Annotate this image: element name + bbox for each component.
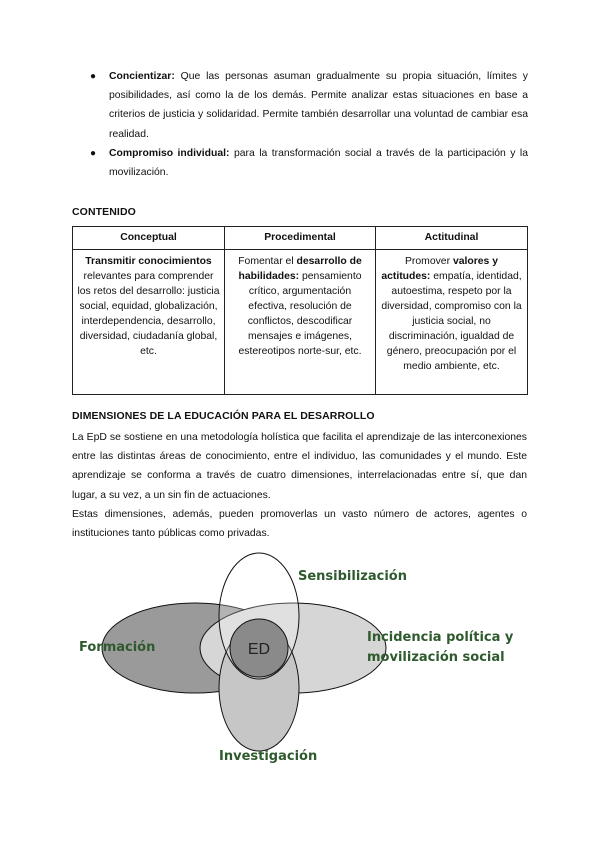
cell-conceptual [73,250,225,395]
label-sensibilizacion: Sensibilización [298,569,407,584]
cell-procedimental [225,250,376,395]
paragraph-epd: La EpD se sostiene en una metodología holística que facilita el aprendizaje de las interconexiones entre las distintas áreas de conocimiento, entre el individuo, las comunidades y el mundo. Este aprendizaje se conforma a través de cuatro dimensiones, interrelacionadas entre sí, que dan lugar, a su vez, a un sin fin de actuaciones. [72,432,527,501]
column-header-actitudinal: Actitudinal [376,227,528,250]
cell-text-post: pensamiento crítico, argumentación efectiva, resolución de conflictos, descodificar mensajes e imágenes, estereotipos norte-sur, etc. [238,271,362,357]
content-table [72,226,528,395]
paragraph-actores: Estas dimensiones, además, pueden promoverlas un vasto número de actores, agentes o instituciones tanto públicas como privadas. [72,509,527,540]
bullet-dot-icon: ● [90,147,97,159]
cell-text-post: relevantes para comprender los retos del desarrollo: justicia social, equidad, globalización, interdependencia, desarrollo, diversidad, ciudadanía global, etc. [77,271,220,357]
bullet-text: Que las personas asuman gradualmente su propia situación, límites y posibilidades, así como la de los demás. Permite analizar estas situaciones en base a criterios de justicia y solidaridad. Permite también desarrollar una voluntad de cambiar esa realidad. [109,71,528,140]
bullet-list [88,67,528,182]
section-heading-contenido: CONTENIDO [72,206,136,218]
venn-diagram [60,548,530,768]
label-incidencia-line2: movilización social [367,650,505,665]
cell-text-bold: desarrollo de habilidades: [238,256,362,282]
column-header-conceptual: Conceptual [73,227,225,250]
table-header-row [73,227,528,250]
cell-text-bold: Transmitir conocimientos [85,256,212,267]
table-row [73,250,528,395]
section-heading-dimensiones: DIMENSIONES DE LA EDUCACIÓN PARA EL DESARROLLO [72,410,375,422]
bullet-dot-icon: ● [90,71,97,82]
bullet-item-compromiso [88,144,528,182]
label-incidencia-line1: Incidencia política y [367,630,514,645]
bullet-item-concientizar [88,67,528,144]
column-header-procedimental: Procedimental [225,227,376,250]
cell-text-pre: Promover [405,256,453,267]
cell-actitudinal [376,250,528,395]
label-formacion: Formación [79,640,156,655]
bullet-term: Concientizar: [109,71,175,82]
cell-text-bold: valores y actitudes: [381,256,498,282]
cell-text-post: empatía, identidad, autoestima, respeto por la diversidad, compromiso con la justicia social, no discriminación, igualdad de género, preocupación por el medio ambiente, etc. [381,271,522,372]
cell-text-pre: Fomentar el [238,256,297,267]
label-investigacion: Investigación [219,749,318,764]
bullet-term: Compromiso individual: [109,147,230,159]
bullet-text: para la transformación social a través de la participación y la movilización. [109,147,529,179]
center-label: ED [247,641,271,658]
